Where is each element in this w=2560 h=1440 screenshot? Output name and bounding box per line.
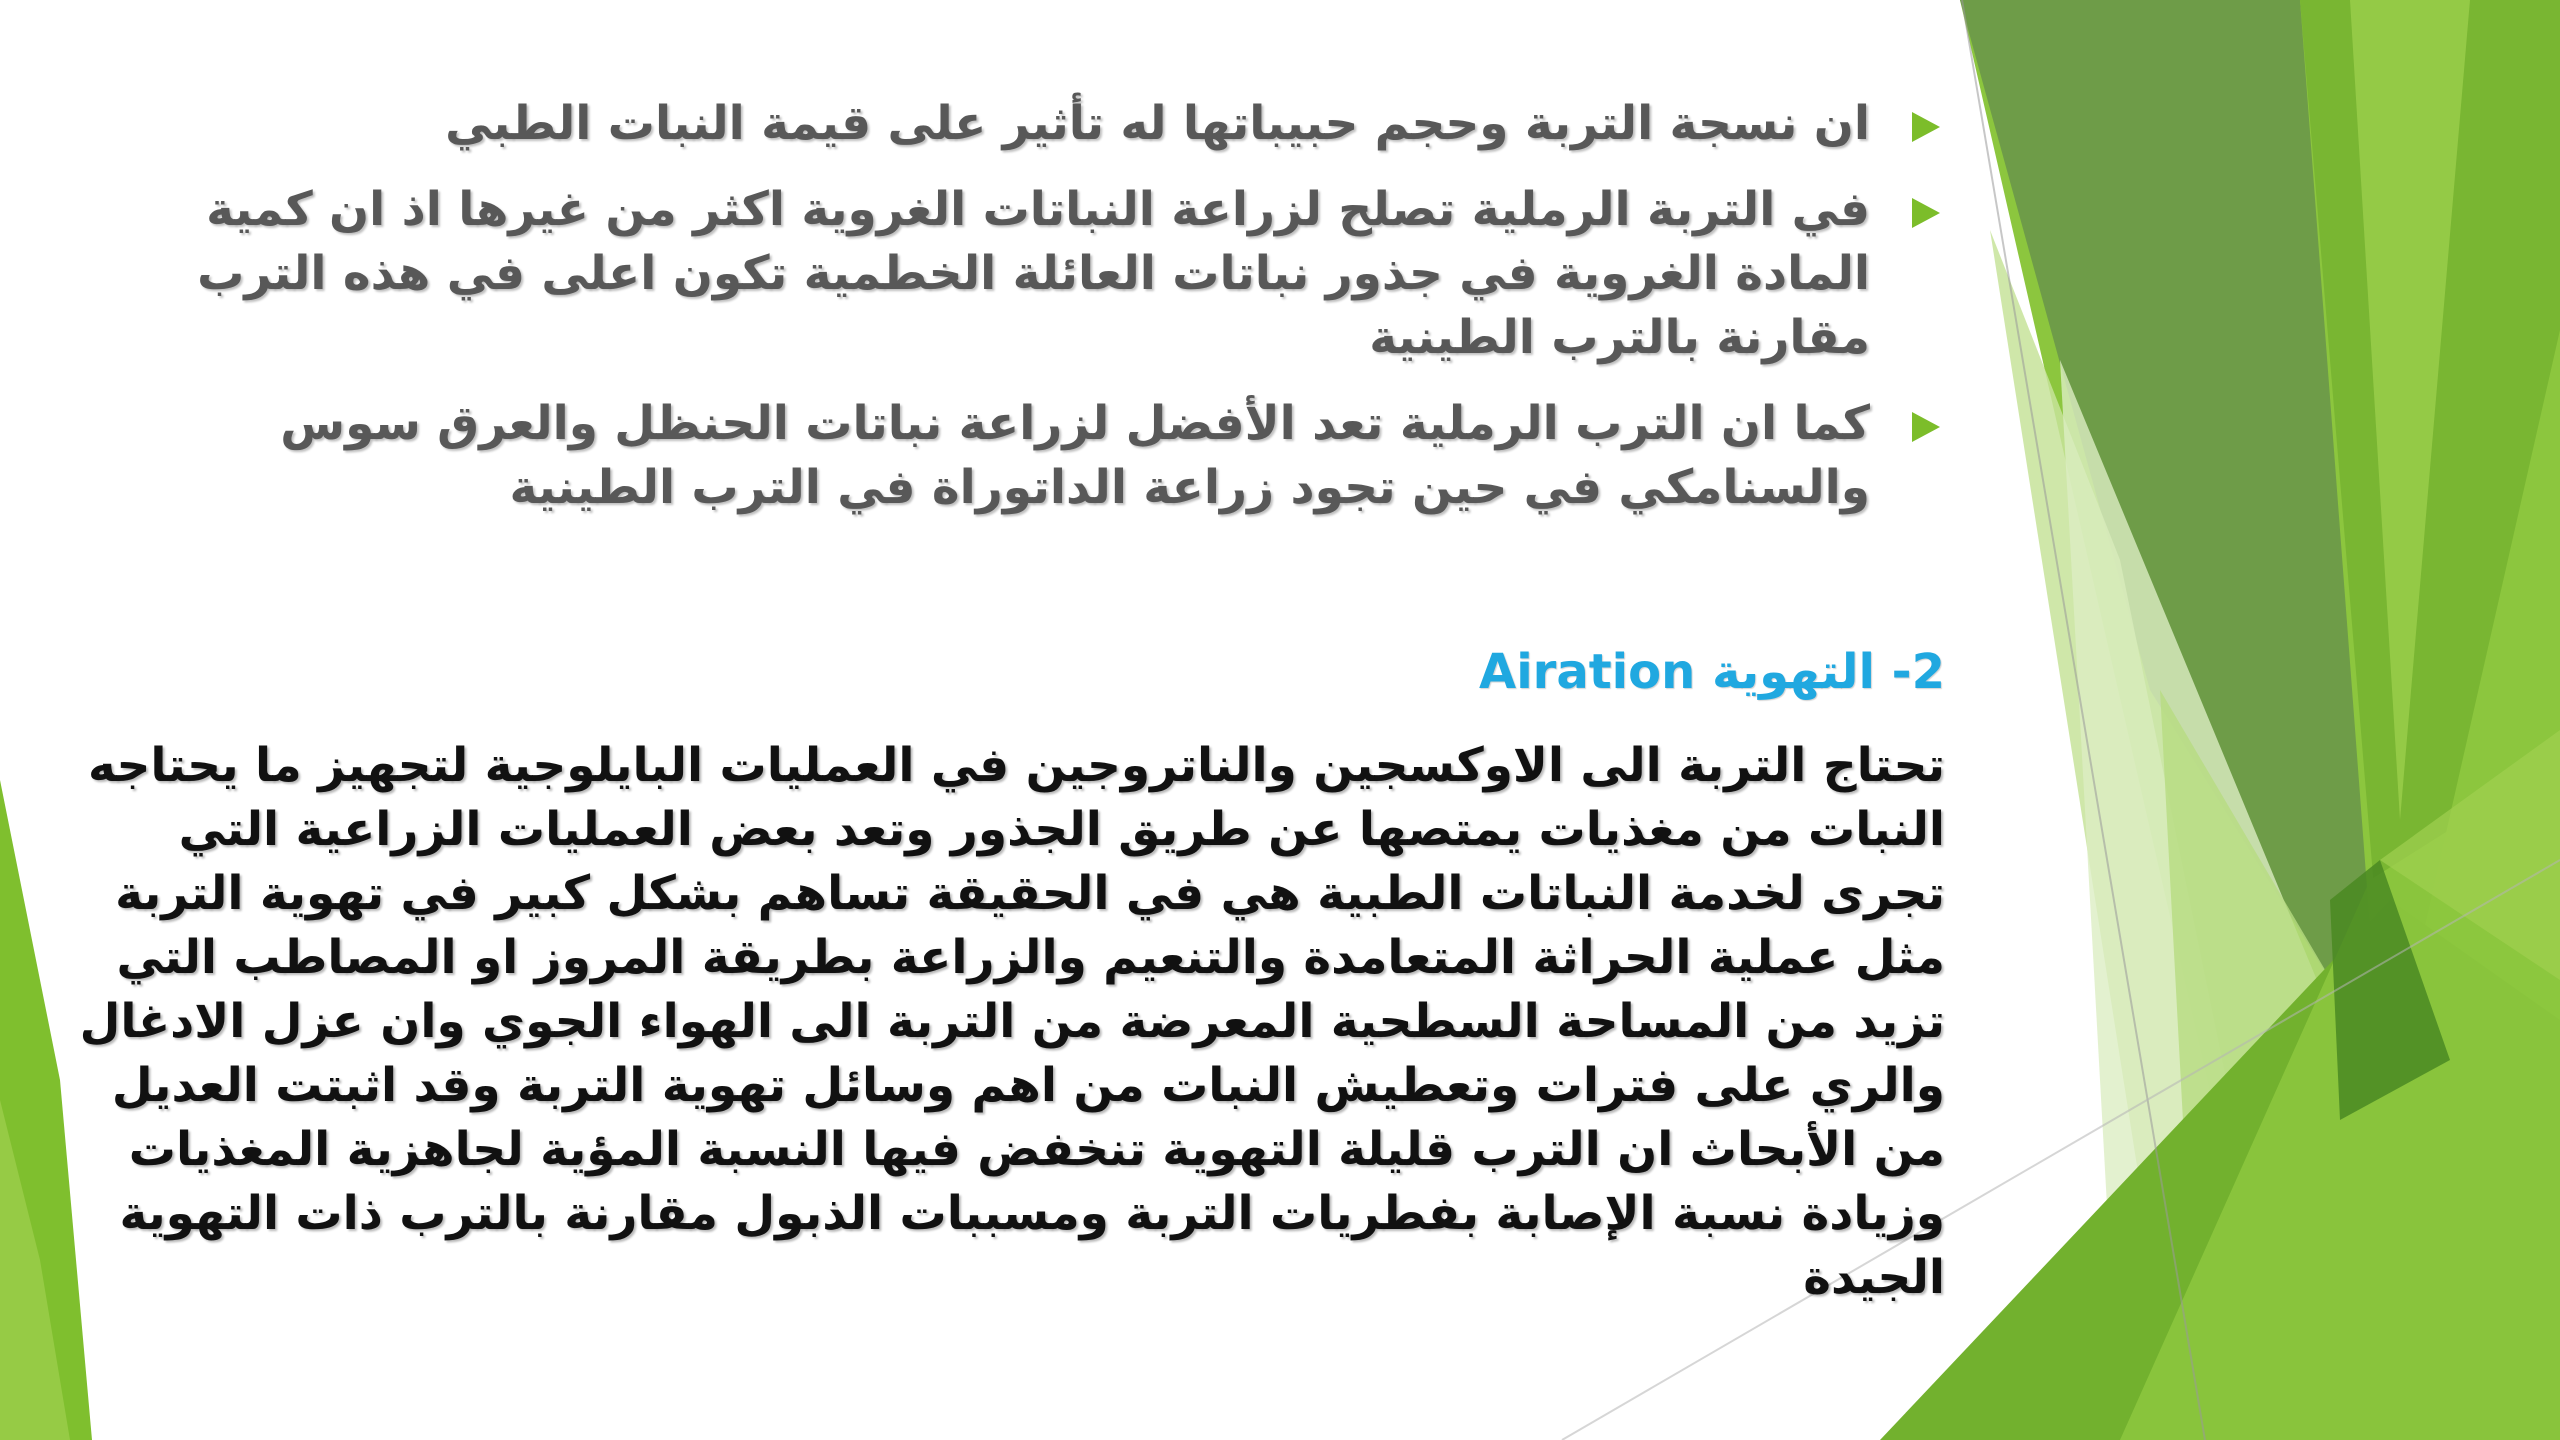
bullet-item [60,92,1940,156]
bullet-text: ان نسجة التربة وحجم حبيباتها له تأثير على قيمة النبات الطبي [445,96,1870,151]
section-heading: 2- التهوية Airation [1479,644,1945,700]
body-paragraph: تحتاج التربة الى الاوكسجين والناتروجين في العمليات البايلوجية لتجهيز ما يحتاجه النبات من مغذيات يمتصها عن طريق الجذور وتعد بعض العمليات الزراعية التي تجرى لخدمة النباتات الطبية هي في الحقيقة تساهم بشكل كبير في تهوية التربة مثل عملية الحراثة المتعامدة والتنعيم والزراعة بطريقة المروز او المصاطب التي تزيد من المساحة السطحية المعرضة من التربة الى الهواء الجوي وان عزل الادغال والري على فترات وتعطيش النبات من اهم وسائل تهوية التربة وقد اثبتت العديل من الأبحاث ان الترب قليلة التهوية تنخفض فيها النسبة المؤية لجاهزية المغذيات وزيادة نسبة الإصابة بفطريات التربة ومسببات الذبول مقارنة بالترب ذات التهوية الجيدة [79,738,1945,1305]
triangle-bullet-icon [1912,412,1940,442]
triangle-bullet-icon [1912,198,1940,228]
bullet-text: في التربة الرملية تصلح لزراعة النباتات الغروية اكثر من غيرها اذ ان كمية المادة الغروية في جذور نباتات العائلة الخطمية تكون اعلى في هذه الترب مقارنة بالترب الطينية [197,182,1870,365]
bullet-item [60,178,1940,370]
triangle-bullet-icon [1912,112,1940,142]
bullet-list [60,92,1940,542]
bullet-text: كما ان الترب الرملية تعد الأفضل لزراعة نباتات الحنظل والعرق سوس والسنامكي في حين تجود زراعة الداتوراة في الترب الطينية [280,396,1870,515]
bullet-item [60,392,1940,520]
